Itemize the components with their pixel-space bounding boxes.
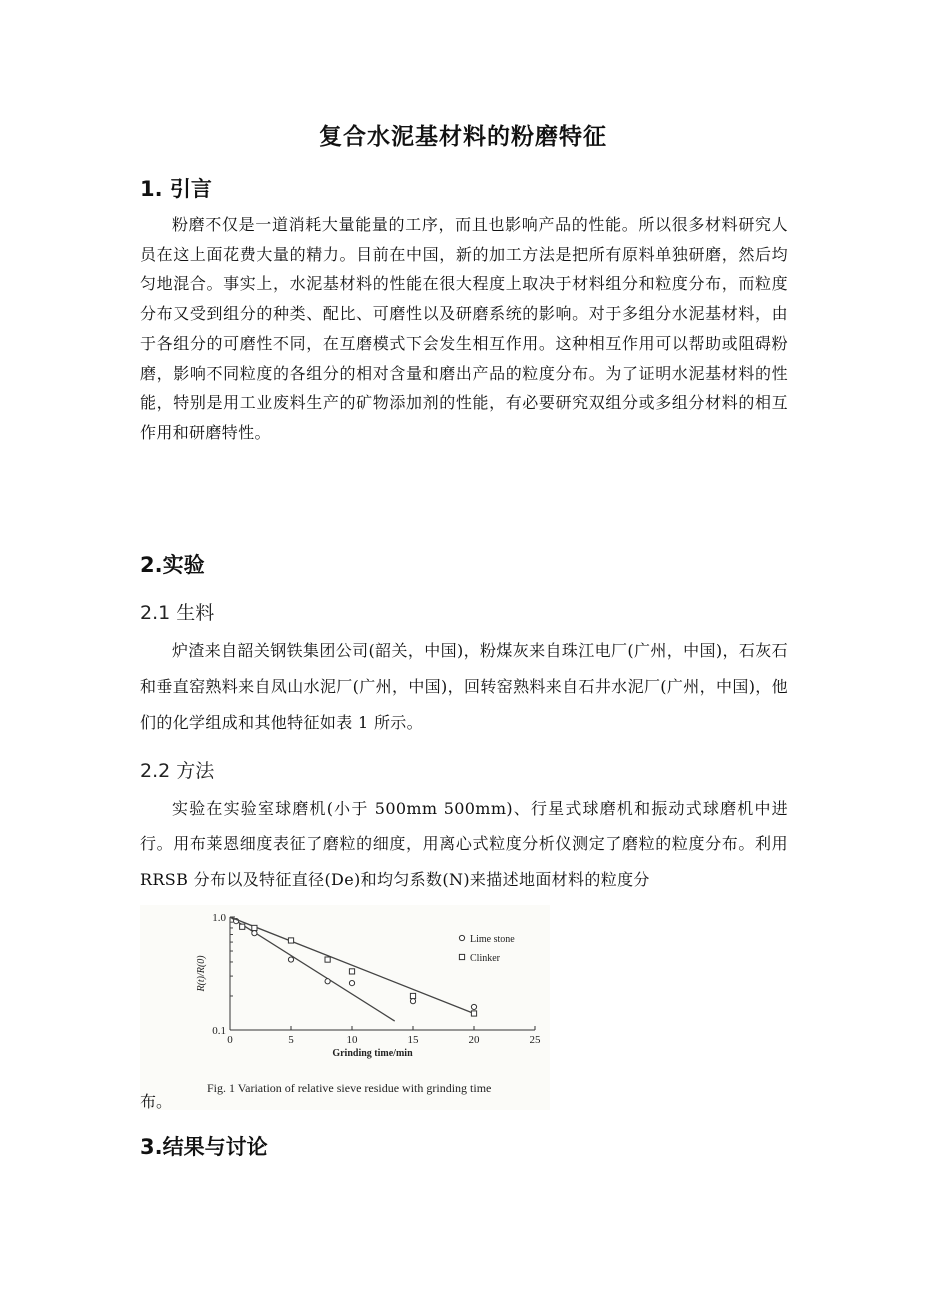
x-tick-label: 0 (227, 1034, 233, 1046)
section-heading-results: 3.结果与讨论 (140, 1135, 268, 1159)
x-axis-label: Grinding time/min (332, 1048, 413, 1059)
page-title: 复合水泥基材料的粉磨特征 (319, 123, 607, 150)
clinker-point (288, 938, 293, 943)
lime-stone-point (349, 981, 354, 986)
chart-marks (230, 917, 477, 1021)
lime-stone-point (288, 957, 293, 962)
clinker-fit-line (230, 917, 474, 1013)
method-paragraph-tail: 布。 (140, 1092, 173, 1111)
grinding-chart (140, 905, 550, 1075)
clinker-point (471, 1011, 476, 1016)
subsection-heading-raw-materials: 2.1 生料 (140, 602, 215, 624)
y-axis-label: R(t)/R(0) (196, 955, 207, 992)
clinker-point (240, 924, 245, 929)
x-tick-label: 10 (346, 1034, 358, 1046)
legend-marker-clinker (459, 954, 464, 959)
raw-materials-paragraph: 炉渣来自韶关钢铁集团公司(韶关，中国)，粉煤灰来自珠江电厂(广州，中国)，石灰石和垂直窑熟料来自凤山水泥厂(广州，中国)，回转窑熟料来自石井水泥厂(广州，中国)，他们的化学组成和其他特征如表 1 所示。 (140, 641, 788, 733)
clinker-point (349, 969, 354, 974)
legend-label-lime-stone: Lime stone (470, 934, 515, 945)
lime-stone-point (252, 931, 257, 936)
method-paragraph: 实验在实验室球磨机(小于 500mm 500mm)、行星式球磨机和振动式球磨机中进行。用布莱恩细度表征了磨粒的细度，用离心式粒度分析仪测定了磨粒的粒度分布。利用 RRSB 分布以及特征直径(De)和均匀系数(N)来描述地面材料的粒度分 (140, 799, 788, 889)
lime-stone-point (410, 999, 415, 1004)
x-tick-label: 5 (288, 1034, 294, 1046)
clinker-point (410, 993, 415, 998)
chart-legend (459, 934, 515, 964)
intro-paragraph: 粉磨不仅是一道消耗大量能量的工序，而且也影响产品的性能。所以很多材料研究人员在这上面花费大量的精力。目前在中国，新的加工方法是把所有原料单独研磨，然后均匀地混合。事实上，水泥基材料的性能在很大程度上取决于材料组分和粒度分布，而粒度分布又受到组分的种类、配比、可磨性以及研磨系统的影响。对于多组分水泥基材料，由于各组分的可磨性不同，在互磨模式下会发生相互作用。这种相互作用可以帮助或阻碍粉磨，影响不同粒度的各组分的相对含量和磨出产品的粒度分布。为了证明水泥基材料的性能，特别是用工业废料生产的矿物添加剂的性能，有必要研究双组分或多组分材料的相互作用和研磨特性。 (140, 215, 788, 442)
x-tick-label: 15 (407, 1034, 419, 1046)
y-tick-label: 0.1 (212, 1025, 226, 1037)
section-heading-introduction: 1. 引言 (140, 177, 212, 201)
clinker-point (252, 925, 257, 930)
x-tick-label: 25 (529, 1034, 541, 1046)
y-tick-label: 1.0 (212, 912, 226, 924)
legend-label-clinker: Clinker (470, 953, 500, 964)
clinker-point (325, 957, 330, 962)
legend-marker-lime-stone (459, 935, 464, 940)
lime-stone-point (471, 1004, 476, 1009)
lime-stone-point (325, 979, 330, 984)
x-tick-label: 20 (468, 1034, 480, 1046)
section-heading-experiment: 2.实验 (140, 553, 205, 577)
figure-caption: Fig. 1 Variation of relative sieve residue with grinding time (207, 1081, 492, 1095)
subsection-heading-method: 2.2 方法 (140, 760, 215, 782)
figure-grinding-chart (140, 905, 550, 1110)
